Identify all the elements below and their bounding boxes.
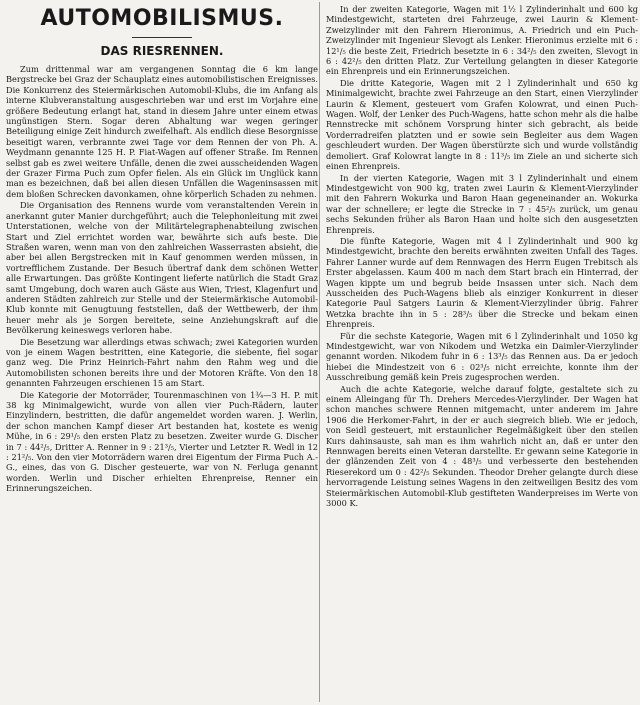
article-title: DAS RIESRENNEN. [100,44,224,58]
paragraph: Die dritte Kategorie, Wagen mit 2 l Zylinderinhalt und 650 kg Minimalgewicht, brachte zwei Fahrzeuge an den Start, einen Vierzylinder Laurin & Klement, gesteuert vom Grafen Kolowrat, und einen Puch-Wagen. Wolf, der Lenker des Puch-Wagens, hatte schon mehr als die halbe Rennstrecke mit schönem Vorsprung hinter sich gebracht, als beide Vorderradreifen platzten und er sowie sein Begleiter aus dem Wagen geschleudert wurden. Der Wagen überstürzte sich und wurde vollständig demoliert. Graf Kolowrat langte in 8 : 11³/₅ im Ziele an und sicherte sich einen Ehrenpreis. [326,77,638,172]
paragraph: Auch die achte Kategorie, welche darauf folgte, gestaltete sich zu einem Alleingang für Th. Drehers Mercedes-Vierzylinder. Der Wagen hat schon manches schwere Rennen mitgemacht, unter anderem im Jahre 1906 die Herkomer-Fahrt, in der er auch siegreich blieb. Wie er jedoch, von Seidl gesteuert, mit erstaunlicher Regelmäßigkeit über den steilen Kurs dahinsauste, sah man es ihm wahrlich nicht an, daß er unter den Rennwagen bereits einen Veteran darstellte. Er gewann seine Kategorie in der glänzenden Zeit von 4 : 48³/₅ und verbesserte den bestehenden Rieserekord um 0 : 42²/₅ Sekunden. Theodor Dreher gelangte durch diese hervorragende Leistung seines Wagens in den zeitweiligen Besitz des vom Steiermärkischen Automobil-Klub gestifteten Wanderpreises im Werte von 3000 K. [326,383,638,509]
paragraph: In der vierten Kategorie, Wagen mit 3 l Zylinderinhalt und einem Mindestgewicht von 900 kg, traten zwei Laurin & Klement-Vierzylinder mit den Fahrern Wokurka und Baron Haan gegeneinander an. Wokurka war der schnellere; er legte die Strecke in 7 : 45²/₅ zurück, um genau sechs Sekunden früher als Baron Haan und holte sich den ausgesetzten Ehrenpreis. [326,172,638,235]
masthead: AUTOMOBILISMUS. [40,6,284,31]
paragraph: Die Besetzung war allerdings etwas schwach; zwei Kategorien wurden von je einem Wagen bestritten, eine Kategorie, die siebente, fiel sogar ganz weg. Die Prinz Heinrich-Fahrt nahm den Rahm weg und die Automobilisten schonen bereits ihre und der Motoren Kräfte. Von den 18 genannten Fahrzeugen erschienen 15 am Start. [6,336,318,389]
paragraph: Die Organisation des Rennens wurde vom veranstaltenden Verein in anerkannt guter Manier durchgeführt; auch die Telephonleitung mit zwei Unterstationen, welche von der Militärtelegraphenabteilung zwischen Start und Ziel errichtet worden war, bewährte sich aufs beste. Die Straßen waren, wenn man von den zahlreichen Wasserrasten absieht, die aber bei allen Bergstrecken mit in Kauf genommen werden müssen, in vortrefflichem Zustande. Der Besuch übertraf dank dem schönen Wetter alle Erwartungen. Das größte Kontingent lieferte natürlich die Stadt Graz samt Umgebung, doch waren auch Gäste aus Wien, Triest, Klagenfurt und anderen Städten zahlreich zur Stelle und der Steiermärkische Automobil-Klub konnte mit Genugtuung feststellen, daß der Wettbewerb, der ihm heuer mehr als je Sorgen bereitete, seine Anziehungskraft auf die Bevölkerung keineswegs verloren habe. [6,200,318,336]
paragraph: Für die sechste Kategorie, Wagen mit 6 l Zylinderinhalt und 1050 kg Mindestgewicht, war von Nikodem und Wetzka ein Daimler-Vierzylinder genannt worden. Nikodem fuhr in 6 : 13³/₅ das Rennen aus. Da er jedoch hiebei die Mindestzeit von 6 : 02³/₅ nicht erreichte, konnte ihm der Ausschreibung gemäß kein Preis zugesprochen werden. [326,330,638,383]
left-column [6,4,318,494]
right-column [326,4,638,509]
column-divider [319,2,320,702]
paragraph: Die fünfte Kategorie, Wagen mit 4 l Zylinderinhalt und 900 kg Mindestgewicht, brachte den bereits erwähnten zweiten Unfall des Tages. Fahrer Lanner wurde auf dem Rennwagen des Herrn Eugen Trebitsch als Erster abgelassen. Kaum 400 m nach dem Start brach ein Hinterrad, der Wagen kippte um und begrub beide Insassen unter sich. Nach dem Ausscheiden des Puch-Wagens blieb als einziger Konkurrent in dieser Kategorie Paul Satgers Laurin & Klement-Vierzylinder übrig. Fahrer Wetzka brachte ihn in 5 : 28³/₅ über die Strecke und bekam einen Ehrenpreis. [326,235,638,330]
paragraph: Zum drittenmal war am vergangenen Sonntag die 6 km lange Bergstrecke bei Graz der Schauplatz eines automobilistischen Ereignisses. Die Konkurrenz des Steiermärkischen Automobil-Klubs, die im Anfang als interne Klubveranstaltung ausgeschrieben war und erst im Vorjahre eine größere Bedeutung erlangt hat, stand in diesem Jahre unter einem etwas ungünstigen Stern. Sogar deren Abhaltung war wegen geringer Beteiligung einige Zeit hindurch zweifelhaft. Als endlich diese Besorgnisse beseitigt waren, verbrannte zwei Tage vor dem Rennen der von Ph. A. Weydmann genannte 125 H. P. Fiat-Wagen auf offener Straße. Im Rennen selbst gab es zwei weitere Unfälle, denen die zwei ausscheidenden Wagen der Grazer Firma Puch zum Opfer fielen. Als ein Glück im Unglück kann man es bezeichnen, daß bei allen diesen Unfällen die Wageninsassen mit dem bloßen Schrecken davonkamen, ohne körperlich Schaden zu nehmen. [6,64,318,199]
heading-rule [132,37,192,38]
paragraph: In der zweiten Kategorie, Wagen mit 1½ l Zylinderinhalt und 600 kg Mindestgewicht, starteten drei Fahrzeuge, zwei Laurin & Klement-Zweizylinder mit den Fahrern Hieronimus, A. Friedrich und ein Puch-Zweizylinder mit Ingenieur Slevogt als Lenker. Hieronimus erzielte mit 6 : 12¹/₅ die beste Zeit, Friedrich besetzte in 6 : 34²/₅ den zweiten, Slevogt in 6 : 42²/₅ den dritten Platz. Zur Verteilung gelangten in dieser Kategorie ein Ehrenpreis und ein Erinnerungszeichen. [326,4,638,77]
paragraph: Die Kategorie der Motorräder, Tourenmaschinen von 1¾—3 H. P. mit 38 kg Minimalgewicht, wurde von allen vier Puch-Rädern, lauter Einzylindern, bestritten, die dafür angemeldet worden waren. J. Werlin, der schon manchen Kampf dieser Art bestanden hat, kostete es wenig Mühe, in 6 : 29¹/₅ den ersten Platz zu besetzen. Zweiter wurde G. Discher in 7 : 44²/₅, Dritter A. Renner in 9 : 21³/₅, Vierter und Letzter R. Wedl in 12 : 21²/₅. Von den vier Motorrädern waren drei Eigentum der Firma Puch A.-G., eines, das von G. Discher gesteuerte, war von N. Ferluga genannt worden. Werlin und Discher erhielten Ehrenpreise, Renner ein Erinnerungszeichen. [6,389,318,494]
